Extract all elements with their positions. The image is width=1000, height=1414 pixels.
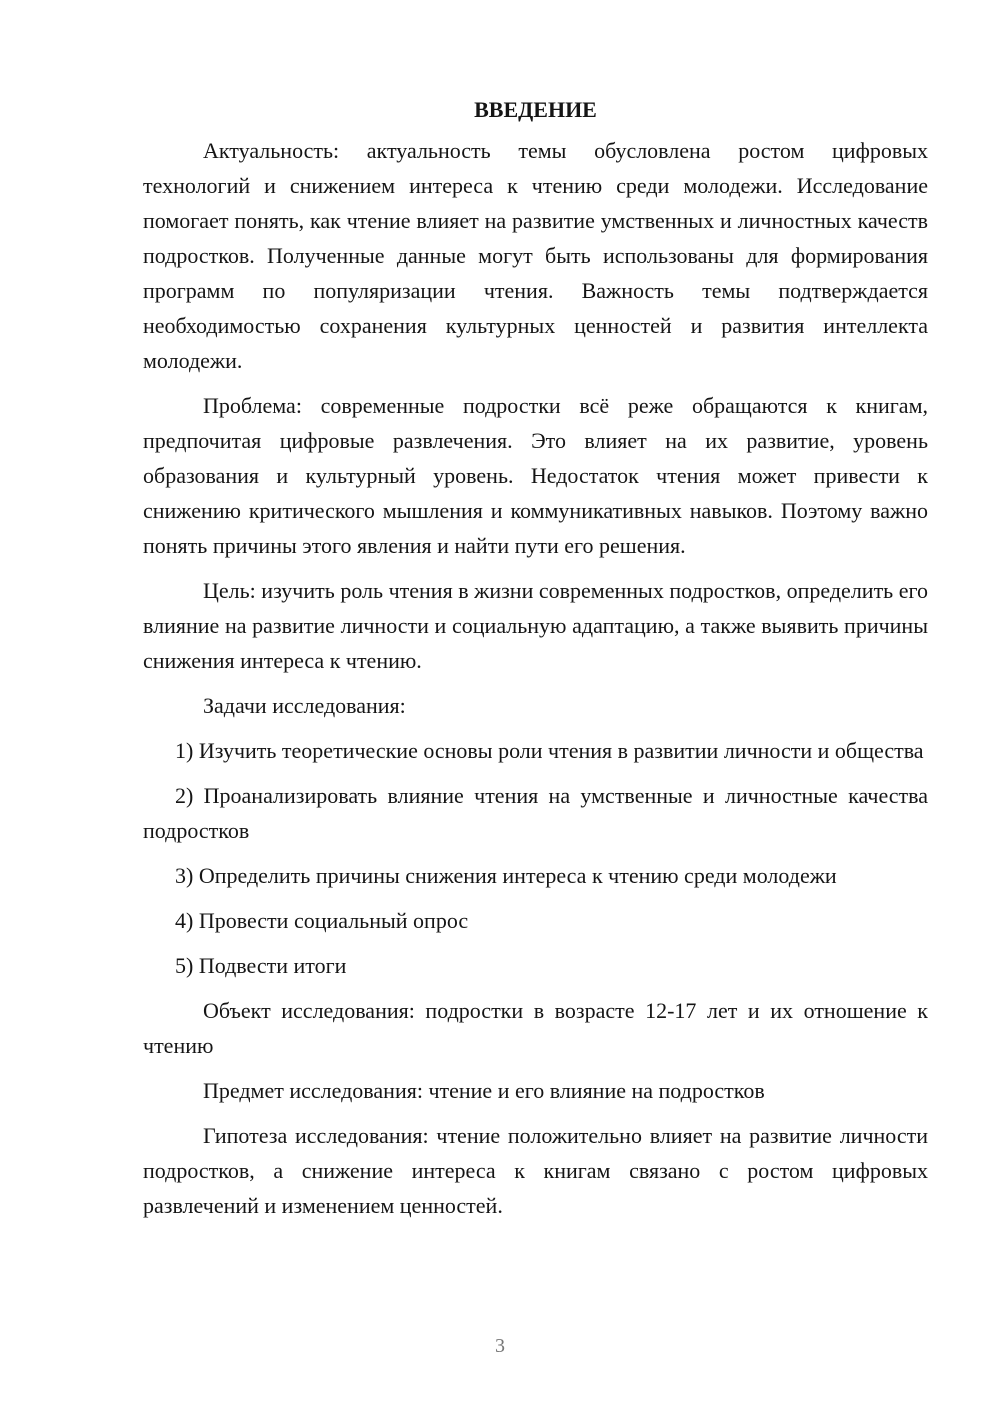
object-paragraph: Объект исследования: подростки в возрасте 12-17 лет и их отношение к чтению (143, 998, 928, 1058)
task-item-4: 4) Провести социальный опрос (175, 908, 469, 933)
page-title: ВВЕДЕНИЕ (474, 97, 597, 122)
relevance-paragraph: Актуальность: актуальность темы обусловлена ростом цифровых технологий и снижением интереса к чтению среди молодежи. Исследование помогает понять, как чтение влияет на развитие умственных и личностных качеств подростков. Полученные данные могут быть использованы для формирования программ по популяризации чтения. Важность темы подтверждается необходимостью сохранения культурных ценностей и развития интеллекта молодежи. (143, 138, 928, 373)
subject-paragraph: Предмет исследования: чтение и его влияние на подростков (203, 1078, 765, 1103)
tasks-heading: Задачи исследования: (203, 693, 406, 718)
problem-paragraph: Проблема: современные подростки всё реже обращаются к книгам, предпочитая цифровые развлечения. Это влияет на их развитие, уровень образования и культурный уровень. Недостаток чтения может привести к снижению критического мышления и коммуникативных навыков. Поэтому важно понять причины этого явления и найти пути его решения. (143, 393, 928, 558)
task-item-2: 2) Проанализировать влияние чтения на умственные и личностные качества подростков (143, 783, 928, 843)
task-item-3: 3) Определить причины снижения интереса к чтению среди молодежи (175, 863, 837, 888)
page-content (143, 92, 928, 1233)
page-number: 3 (495, 1335, 505, 1357)
task-item-1: 1) Изучить теоретические основы роли чтения в развитии личности и общества (175, 738, 924, 763)
goal-paragraph: Цель: изучить роль чтения в жизни современных подростков, определить его влияние на развитие личности и социальную адаптацию, а также выявить причины снижения интереса к чтению. (143, 578, 928, 673)
hypothesis-paragraph: Гипотеза исследования: чтение положительно влияет на развитие личности подростков, а снижение интереса к книгам связано с ростом цифровых развлечений и изменением ценностей. (143, 1123, 928, 1218)
task-item-5: 5) Подвести итоги (175, 953, 347, 978)
